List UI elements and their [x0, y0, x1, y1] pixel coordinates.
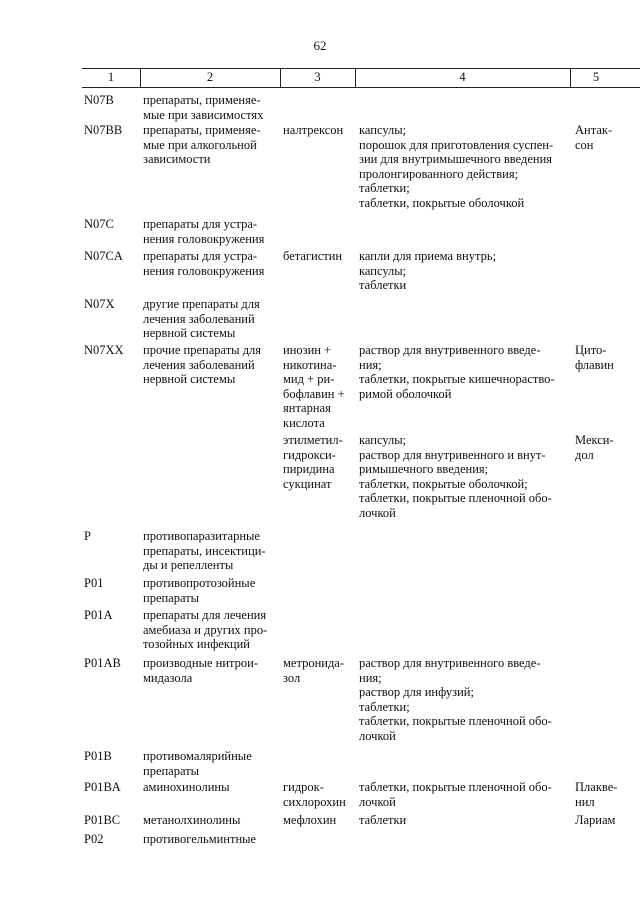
- group-name: противопротозойные препараты: [143, 576, 256, 605]
- dosage-forms: раствор для внутривенного введе- ния; таблетки, покрытые кишечнораство- римой оболочкой: [359, 343, 555, 401]
- trade-name: Плакве- нил: [575, 780, 618, 809]
- dosage-forms: раствор для внутривенного введе- ния; раствор для инфузий; таблетки; таблетки, покрытые пленочной обо- лочкой: [359, 656, 552, 743]
- page-number: 62: [313, 38, 327, 53]
- column-header-5: 5: [592, 70, 600, 84]
- dosage-forms: таблетки: [359, 813, 407, 827]
- group-name: метанолхинолины: [143, 813, 241, 827]
- group-name: прочие препараты для лечения заболеваний нервной системы: [143, 343, 262, 387]
- column-header-4: 4: [459, 70, 466, 84]
- dosage-forms: капсулы; раствор для внутривенного и внут- римышечного введения; таблетки, покрытые оболочкой; таблетки, покрытые пленочной обо- лочкой: [359, 433, 552, 520]
- group-name: аминохинолины: [143, 780, 230, 794]
- table-top-rule: [82, 68, 640, 69]
- atc-code: N07BB: [84, 123, 123, 137]
- drug-name: этилметил- гидрокси- пиридина сукцинат: [283, 433, 343, 491]
- group-name: противомалярийные препараты: [143, 749, 252, 778]
- atc-code: N07CA: [84, 249, 123, 263]
- atc-code: P01A: [84, 608, 113, 622]
- group-name: производные нитрои- мидазола: [143, 656, 258, 685]
- atc-code: N07C: [84, 217, 114, 231]
- group-name: препараты, применяе- мые при алкогольной зависимости: [143, 123, 261, 167]
- atc-code: P02: [84, 832, 104, 846]
- drug-name: мефлохин: [283, 813, 337, 827]
- dosage-forms: капли для приема внутрь; капсулы; таблетки: [359, 249, 497, 293]
- drug-name: налтрексон: [283, 123, 344, 137]
- dosage-forms: таблетки, покрытые пленочной обо- лочкой: [359, 780, 552, 809]
- atc-code: N07X: [84, 297, 115, 311]
- atc-code: P01B: [84, 749, 112, 763]
- drug-name: метронида- зол: [283, 656, 345, 685]
- drug-name: бетагистин: [283, 249, 343, 263]
- group-name: противогельминтные: [143, 832, 257, 846]
- group-name: противопаразитарные препараты, инсектици- ды и репелленты: [143, 529, 266, 573]
- group-name: препараты для лечения амебиаза и других про- тозойных инфекций: [143, 608, 268, 652]
- group-name: препараты для устра- нения головокружения: [143, 217, 265, 246]
- atc-code: P01BC: [84, 813, 121, 827]
- atc-code: P01: [84, 576, 104, 590]
- trade-name: Антак- сон: [575, 123, 613, 152]
- trade-name: Лариам: [575, 813, 616, 827]
- group-name: другие препараты для лечения заболеваний нервной системы: [143, 297, 260, 341]
- trade-name: Цито- флавин: [575, 343, 614, 372]
- drug-name: инозин + никотина- мид + ри- бофлавин + янтарная кислота: [283, 343, 345, 430]
- table-header-bottom-rule: [82, 87, 640, 88]
- atc-code: P01AB: [84, 656, 121, 670]
- drug-name: гидрок- сихлорохин: [283, 780, 346, 809]
- dosage-forms: капсулы; порошок для приготовления суспен- зии для внутримышечного введения пролонгированного действия; таблетки; таблетки, покрытые оболочкой: [359, 123, 554, 210]
- atc-code: N07XX: [84, 343, 124, 357]
- atc-code: N07B: [84, 93, 114, 107]
- column-header-2: 2: [206, 70, 214, 84]
- column-header-1: 1: [107, 70, 115, 84]
- group-name: препараты для устра- нения головокружения: [143, 249, 265, 278]
- group-name: препараты, применяе- мые при зависимостях: [143, 93, 264, 122]
- trade-name: Мекси- дол: [575, 433, 614, 462]
- atc-code: P01BA: [84, 780, 121, 794]
- column-header-3: 3: [314, 70, 321, 84]
- atc-code: P: [84, 529, 91, 543]
